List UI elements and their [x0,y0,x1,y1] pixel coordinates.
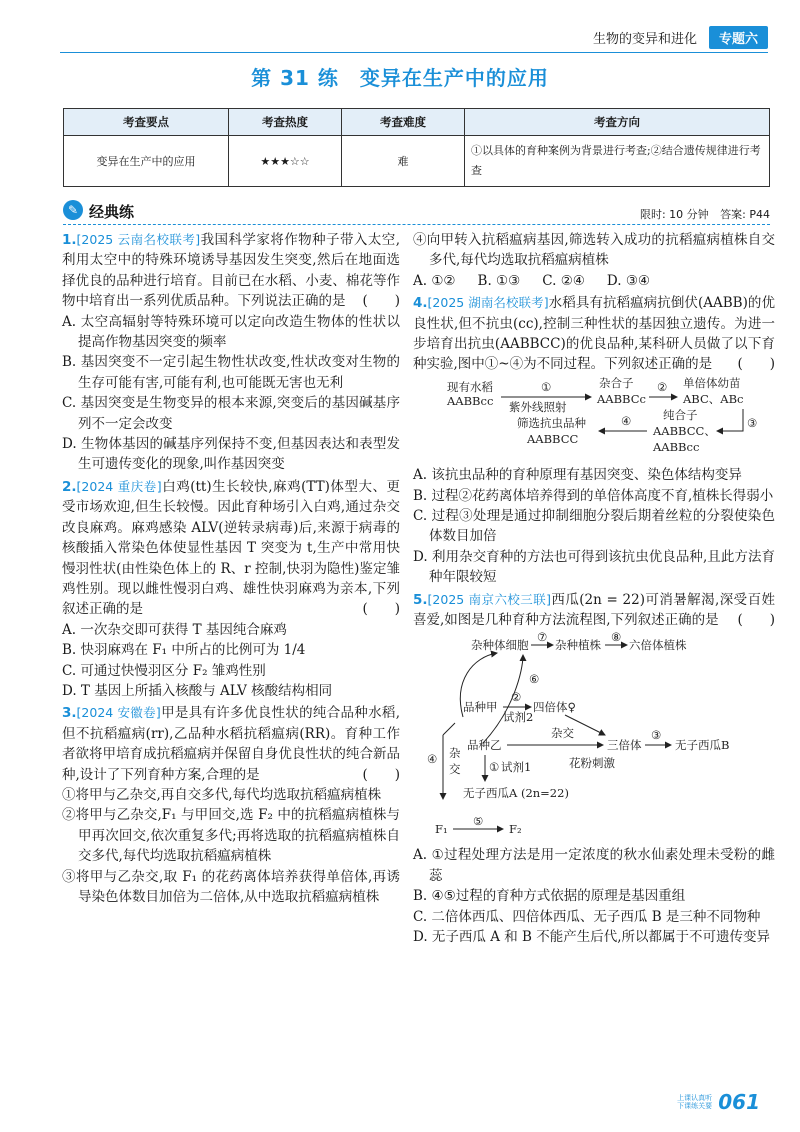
time-limit: 限时: 10 分钟 [639,208,709,221]
answer-parens: ( ) [737,356,775,373]
diagram-text: 杂种体细胞 [471,637,529,652]
question-1 [62,230,400,312]
question-source: [2024 安徽卷] [76,705,161,721]
left-column [62,230,400,907]
choice: B. ①③ [477,272,521,289]
option: A. 该抗虫品种的育种原理有基因突变、染色体结构变异 [413,467,742,484]
question-number: 5. [413,591,428,608]
diagram-text: F₁ [435,821,448,836]
diagram-text: 试剂2 [503,709,534,724]
section-name: 经典练 [89,203,135,221]
diagram-text: 无子西瓜A (2n=22) [463,785,569,800]
diagram-text: 杂合子 [599,375,634,390]
diagram-text: 杂种植株 [555,637,601,652]
question-number: 1. [62,232,77,248]
diagram-text: 品种乙 [467,737,502,752]
diagram-text: 花粉刺激 [569,755,615,770]
question-4 [413,293,775,375]
header-divider [60,52,768,53]
requirements-table [63,108,770,187]
table-header-cell: 考查要点 [64,109,229,136]
header-badge: 专题六 [709,26,768,49]
diagram-text: 现有水稻 [447,379,493,394]
option: ①将甲与乙杂交,再自交多代,每代均选取抗稻瘟病植株 [62,786,382,803]
option: ④向甲转入抗稻瘟病基因,筛选转入成功的抗稻瘟病植株自交多代,每代均选取抗稻瘟病植株 [413,232,775,269]
diagram-text: AABBcc [653,439,700,454]
option: B. 基因突变不一定引起生物性状改变,性状改变对生物的生存可能有害,可能有利,也可能既无害也无利 [62,354,400,391]
diagram-text: 六倍体植株 [629,637,687,652]
answer-parens: ( ) [362,293,400,310]
answer-page: 答案: P44 [720,208,770,221]
diagram-text: 单倍体幼苗 [683,375,741,390]
option: C. 可通过快慢羽区分 F₂ 雏鸡性别 [62,662,266,679]
pencil-icon: ✎ [63,200,83,220]
diagram-svg [413,631,775,811]
page-number: 061 [718,1090,760,1114]
footer-slogan: 上课认真听 下课练关要 [677,1094,713,1110]
question-stem: 甲是具有许多优良性状的纯合品种水稻,但不抗稻瘟病(rr),乙品种水稻抗稻瘟病(RR)。育种工作者欲将甲培育成抗稻瘟病并保留自身优良性状的纯合新品种,设计了下列育种方案,合理的是 [62,705,400,783]
diagram-text: ⑧ [611,630,622,644]
option: C. 过程③处理是通过抑制细胞分裂后期着丝粒的分裂使染色体数目加倍 [413,508,775,545]
table-cell: 变异在生产中的应用 [64,136,229,187]
diagram-text: AABBcc [447,393,494,408]
table-cell: ①以具体的育种案例为背景进行考查;②结合遗传规律进行考查 [465,136,770,187]
choice-row [413,271,775,291]
question-source: [2025 云南名校联考] [76,232,201,247]
right-column [413,230,775,947]
diagram-svg [413,375,775,459]
question-stem: 水稻具有抗稻瘟病抗倒伏(AABB)的优良性状,但不抗虫(cc),控制三种性状的基因独立遗传。为进一步培育出抗虫(AABBCC)的优良品种,某科研人员做了以下育种实验,图中①~④为不同过程。下列叙述正确的是 [413,295,775,373]
choice: A. ①② [413,272,456,289]
option: B. ④⑤过程的育种方式依据的原理是基因重组 [413,888,686,905]
table-header-cell: 考查热度 [229,109,342,136]
diagram-text: ③ [651,727,662,742]
question-stem: 西瓜(2n = 22)可消暑解渴,深受百姓喜爱,如图是几种育种方法流程图,下列叙述正确的是 [413,591,775,629]
diagram-text: 无子西瓜B [675,737,730,752]
question-number: 2. [62,478,77,495]
page-number-badge [677,1090,760,1114]
question-2 [62,477,400,620]
option: D. 无子西瓜 A 和 B 不能产生后代,所以都属于不可遗传变异 [413,928,771,945]
table-header-row [64,109,770,136]
diagram-text: ③ [747,415,758,430]
question-number: 4. [413,295,428,312]
connector-line [443,723,455,735]
question-3 [62,703,400,785]
question-5 [413,590,775,631]
option: A. 太空高辐射等特殊环境可以定向改造生物体的性状以提高作物基因突变的频率 [62,313,400,351]
option: A. ①过程处理方法是用一定浓度的秋水仙素处理未受粉的雌蕊 [413,847,775,884]
option: C. 基因突变是生物变异的根本来源,突变后的基因碱基序列不一定会改变 [62,395,400,432]
option: ③将甲与乙杂交,取 F₁ 的花药离体培养获得单倍体,再诱导染色体数目加倍为二倍体,从中选取抗稻瘟病植株 [62,868,400,905]
diagram-text: 试剂1 [501,759,532,774]
question-source: [2024 重庆卷] [76,478,162,494]
breeding-diagram-q5 [413,631,775,846]
diagram-text: 四倍体♀ [533,699,576,714]
question-stem: 白鸡(tt)生长较快,麻鸡(TT)体型大、更受市场欢迎,但生长较慢。因此育种场引入白鸡,通过杂交改良麻鸡。麻鸡感染 ALV(逆转录病毒)后,来源于病毒的核酸插入常染色体使显性基因 T 突变为 t,生产中常用快慢羽性状(由性染色体上的 R、r 控制,快羽为隐性)鉴定雏鸡性别。现以雌性慢羽白鸡、雄性快羽麻鸡为亲本,下列叙述正确的是 [62,478,401,618]
diagram-text: AABBCC [527,431,579,446]
diagram-text: 紫外线照射 [509,399,567,414]
diagram-text: 交 [449,761,461,776]
option: D. 生物体基因的碱基序列保持不变,但基因表达和表型发生可遗传变化的现象,叫作基因突变 [62,436,400,473]
page-header [593,26,768,48]
diagram-text: 筛选抗虫品种 [517,415,586,430]
diagram-text: 杂 [449,745,461,760]
table-row [64,136,770,187]
question-source: [2025 湖南名校联考] [427,295,549,311]
option: B. 快羽麻鸡在 F₁ 中所占的比例可为 1/4 [62,642,306,659]
answer-parens: ( ) [737,612,775,629]
question-stem: 我国科学家将作物种子带入太空,利用太空中的特殊环境诱导基因发生突变,然后在地面选择优良的品种进行培育。目前已在水稻、小麦、棉花等作物中培育出一系列优质品种。下列说法正确的是 [62,232,400,310]
page-title: 第 31 练 变异在生产中的应用 [251,66,549,90]
diagram-svg-f [413,817,775,839]
header-topic: 生物的变异和进化 [592,31,697,47]
diagram-text: AABBCc [597,391,646,406]
table-cell: ★★★☆☆ [229,136,342,187]
option: ②将甲与乙杂交,F₁ 与甲回交,选 F₂ 中的抗稻瘟病植株与甲再次回交,依次重复多代;再将选取的抗稻瘟病植株自交多代,每代均选取抗稻瘟病植株 [62,807,400,865]
diagram-text: ① [489,759,500,774]
choice: C. ②④ [542,272,585,289]
diagram-text: ⑥ [529,671,540,686]
question-source: [2025 南京六校三联] [427,591,552,607]
option: D. 利用杂交育种的方法也可得到该抗虫优良品种,且此方法育种年限较短 [413,548,775,586]
diagram-text: 品种甲 [463,699,498,714]
arrow [717,409,743,431]
diagram-text: ⑤ [473,816,484,828]
answer-parens: ( ) [362,601,400,618]
table-header-cell: 考查方向 [465,109,770,136]
section-meta [640,206,770,222]
diagram-text: 纯合子 [663,407,698,422]
choice: D. ③④ [606,272,651,289]
diagram-text: ④ [427,751,438,766]
diagram-text: AABBCC、 [653,423,716,438]
option: A. 一次杂交即可获得 T 基因纯合麻鸡 [62,621,287,638]
diagram-text: ② [511,689,522,704]
breeding-diagram-q4 [413,375,775,465]
table-header-cell: 考查难度 [342,109,465,136]
section-header [63,198,770,225]
diagram-text: ABC、ABc [683,391,744,406]
answer-parens: ( ) [362,766,400,783]
option: C. 二倍体西瓜、四倍体西瓜、无子西瓜 B 是三种不同物种 [413,908,761,925]
option: D. T 基因上所插入核酸与 ALV 核酸结构相同 [62,682,333,699]
diagram-text: 三倍体 [607,737,642,752]
diagram-text: ④ [621,413,632,428]
diagram-text: 杂交 [551,725,574,740]
option: B. 过程②花药离体培养得到的单倍体高度不育,植株长得弱小 [413,487,774,504]
question-number: 3. [62,705,77,722]
diagram-text: ② [657,379,668,394]
table-cell: 难 [342,136,465,187]
diagram-text: ① [541,379,552,394]
diagram-text: ⑦ [537,630,548,644]
diagram-text: F₂ [509,821,522,836]
